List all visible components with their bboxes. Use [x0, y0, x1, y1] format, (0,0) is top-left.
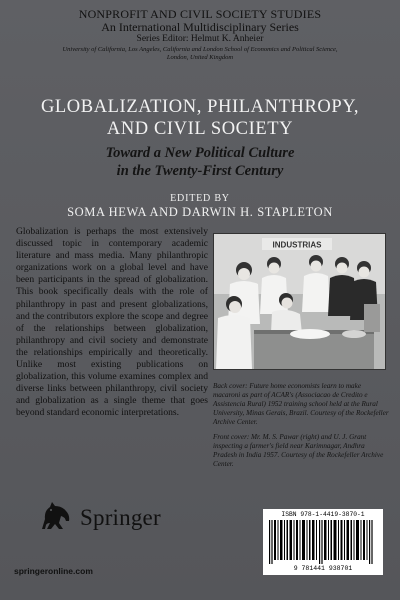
barcode-digits: 9 781441 938701: [293, 565, 353, 572]
book-title-line-2: AND CIVIL SOCIETY: [106, 119, 294, 140]
photo-captions: [213, 382, 389, 475]
book-title-line-1: GLOBALIZATION, PHILANTHROPY,: [40, 97, 360, 117]
springer-horse-icon: [36, 499, 76, 538]
isbn-barcode: [263, 509, 383, 575]
back-cover-caption: Back cover: Future home economists learn to make macaroni as part of ACAR's (Associacao de Credito e Assistencia Rural) 1952 training school held at the Rural University, Minas Gerais, Brazil. Courtesy of the Rockefeller Archive Center.: [213, 382, 389, 426]
cover-photo: [213, 233, 386, 370]
photo-sign-text: INDUSTRIAS: [272, 240, 322, 250]
book-subtitle-line-1: Toward a New Political Culture: [105, 145, 295, 161]
book-title: [0, 96, 400, 140]
book-subtitle-line-2: in the Twenty-First Century: [116, 162, 284, 179]
publisher-name: Springer: [80, 505, 161, 530]
series-name: NONPROFIT AND CIVIL SOCIETY STUDIES: [78, 7, 322, 21]
publisher-url[interactable]: springeronline.com: [14, 566, 93, 576]
edited-by-label: EDITED BY: [170, 193, 230, 204]
editors-names: SOMA HEWA AND DARWIN H. STAPLETON: [67, 205, 333, 219]
front-cover-caption: Front cover: Mr. M. S. Pawar (right) and U. J. Grant inspecting a farmer's field near Karimnagar, Andhra Pradesh in India 1957. Courtesy of the Rockefeller Archive Center.: [213, 433, 384, 468]
book-subtitle: [0, 145, 400, 180]
barcode-bars: [269, 520, 377, 564]
series-header: [0, 8, 400, 61]
cover-photo-image: [214, 234, 385, 369]
isbn-number: ISBN 978-1-4419-3870-1: [281, 511, 365, 518]
series-editor-affiliation: University of California, Los Angeles, California and London School of Economics and Political Science, London, United Kingdom: [62, 46, 338, 61]
series-subtitle: An International Multidisciplinary Series: [101, 19, 299, 34]
publisher-logo: [36, 500, 161, 536]
series-editor: Series Editor: Helmut K. Anheier: [136, 34, 264, 45]
book-description: Globalization is perhaps the most extensively discussed topic in contemporary academic literature and mass media. Many philanthropic organizations work on a global level and have been participants in the spread of globalization. This book specifically deals with the role of philanthropy in past and present globalizations, and the contributors explore the scope and degree of the relationships between globalization, philanthropy and civil society and demonstrate the relationships empirically and theoretically. Unlike most existing publications on globalization, this volume examines complex and diverse links between philanthropy, civil society and globalization as a single theme that goes beyond standard economic interpretations.: [16, 226, 208, 419]
